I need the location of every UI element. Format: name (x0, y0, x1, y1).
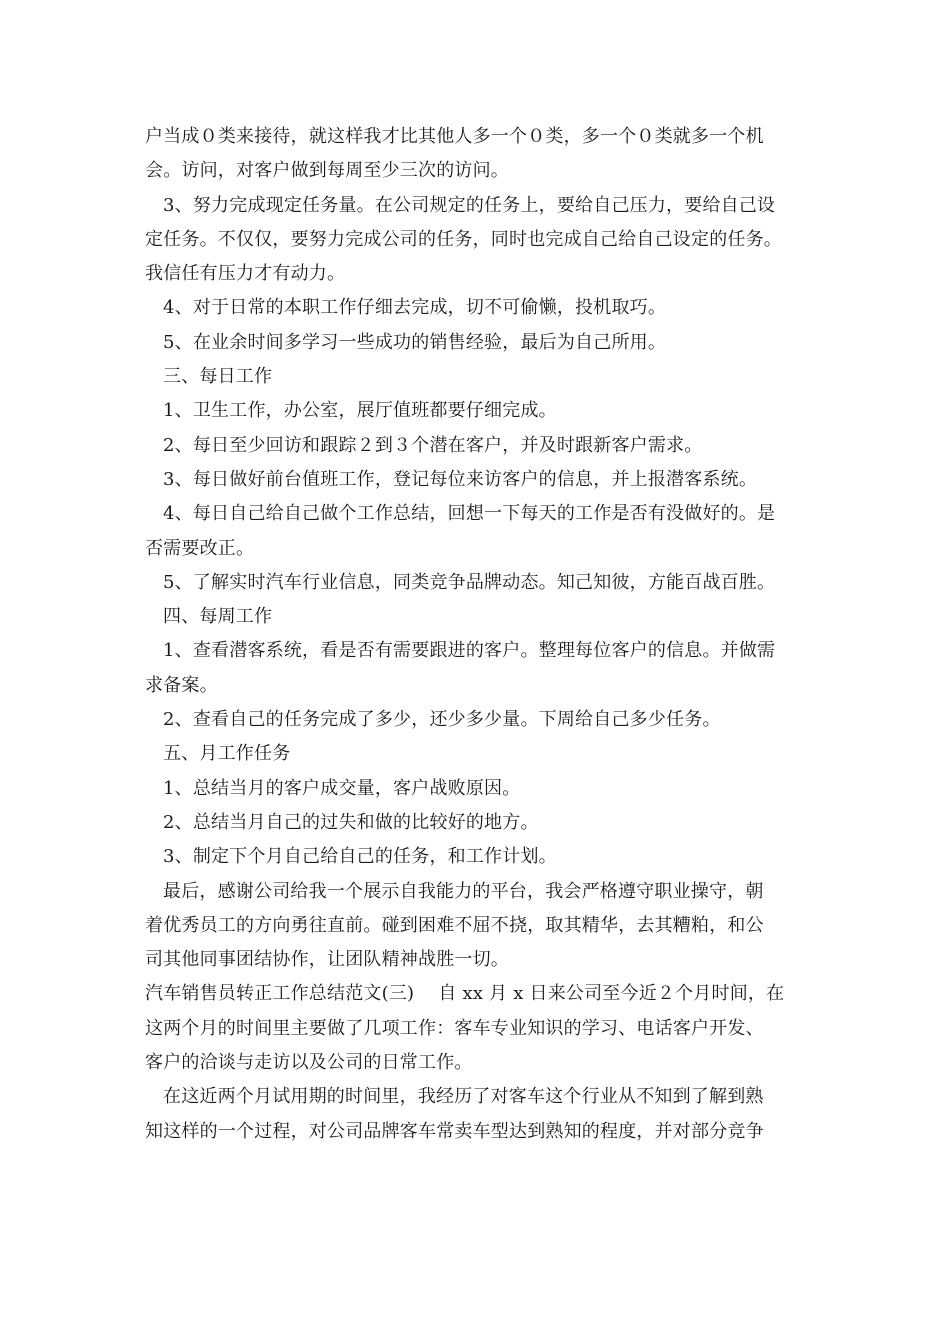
text-line: 最后，感谢公司给我一个展示自我能力的平台，我会严格遵守职业操守，朝 (163, 880, 764, 902)
text-line: 5、在业余时间多学习一些成功的销售经验，最后为自己所用。 (163, 331, 667, 353)
text-line: 求备案。 (145, 674, 218, 696)
text-line: 4、每日自己给自己做个工作总结，回想一下每天的工作是否有没做好的。是 (163, 503, 776, 525)
text-line: 客户的洽谈与走访以及公司的日常工作。 (145, 1052, 473, 1074)
text-line: 否需要改正。 (145, 537, 255, 559)
text-line: 1、查看潜客系统，看是否有需要跟进的客户。整理每位客户的信息。并做需 (163, 640, 776, 662)
text-line: 在这近两个月试用期的时间里，我经历了对客车这个行业从不知到了解到熟 (163, 1086, 764, 1108)
text-line: 1、总结当月的客户成交量，客户战败原因。 (163, 777, 521, 799)
text-line: 3、每日做好前台值班工作，登记每位来访客户的信息，并上报潜客系统。 (163, 468, 758, 490)
text-line: 四、每周工作 (163, 606, 273, 628)
text-line: 会。访问，对客户做到每周至少三次的访问。 (145, 160, 509, 182)
text-line: 1、卫生工作，办公室，展厅值班都要仔细完成。 (163, 400, 557, 422)
text-line: 户当成０类来接待，就这样我才比其他人多一个０类，多一个０类就多一个机 (145, 126, 764, 147)
document-body (145, 120, 815, 1149)
text-line: 5、了解实时汽车行业信息，同类竞争品牌动态。知己知彼，方能百战百胜。 (163, 571, 776, 593)
text-line: 五、月工作任务 (163, 743, 291, 765)
text-line: 知这样的一个过程，对公司品牌客车常卖车型达到熟知的程度，并对部分竞争 (145, 1120, 764, 1142)
text-line: 这两个月的时间里主要做了几项工作：客车专业知识的学习、电话客户开发、 (145, 1017, 764, 1039)
text-line: 2、每日至少回访和跟踪２到３个潜在客户，并及时跟新客户需求。 (163, 434, 703, 456)
text-line: 汽车销售员转正工作总结范文(三) 自 xx 月 x 日来公司至今近２个月时间，在 (145, 983, 785, 1005)
text-line: 2、查看自己的任务完成了多少，还少多少量。下周给自己多少任务。 (163, 709, 721, 731)
text-line: 3、制定下个月自己给自己的任务，和工作计划。 (163, 846, 557, 868)
text-line: 4、对于日常的本职工作仔细去完成，切不可偷懒，投机取巧。 (163, 297, 667, 319)
text-line: 2、总结当月自己的过失和做的比较好的地方。 (163, 811, 539, 833)
text-line: 司其他同事团结协作，让团队精神战胜一切。 (145, 949, 509, 971)
text-line: 定任务。不仅仅，要努力完成公司的任务，同时也完成自己给自己设定的任务。 (145, 228, 782, 250)
text-line: 着优秀员工的方向勇往直前。碰到困难不屈不挠，取其精华，去其糟粕，和公 (145, 914, 764, 936)
text-line: 3、努力完成现定任务量。在公司规定的任务上，要给自己压力，要给自己设 (163, 194, 776, 216)
text-line: 我信任有压力才有动力。 (145, 263, 346, 285)
text-line: 三、每日工作 (163, 366, 273, 388)
